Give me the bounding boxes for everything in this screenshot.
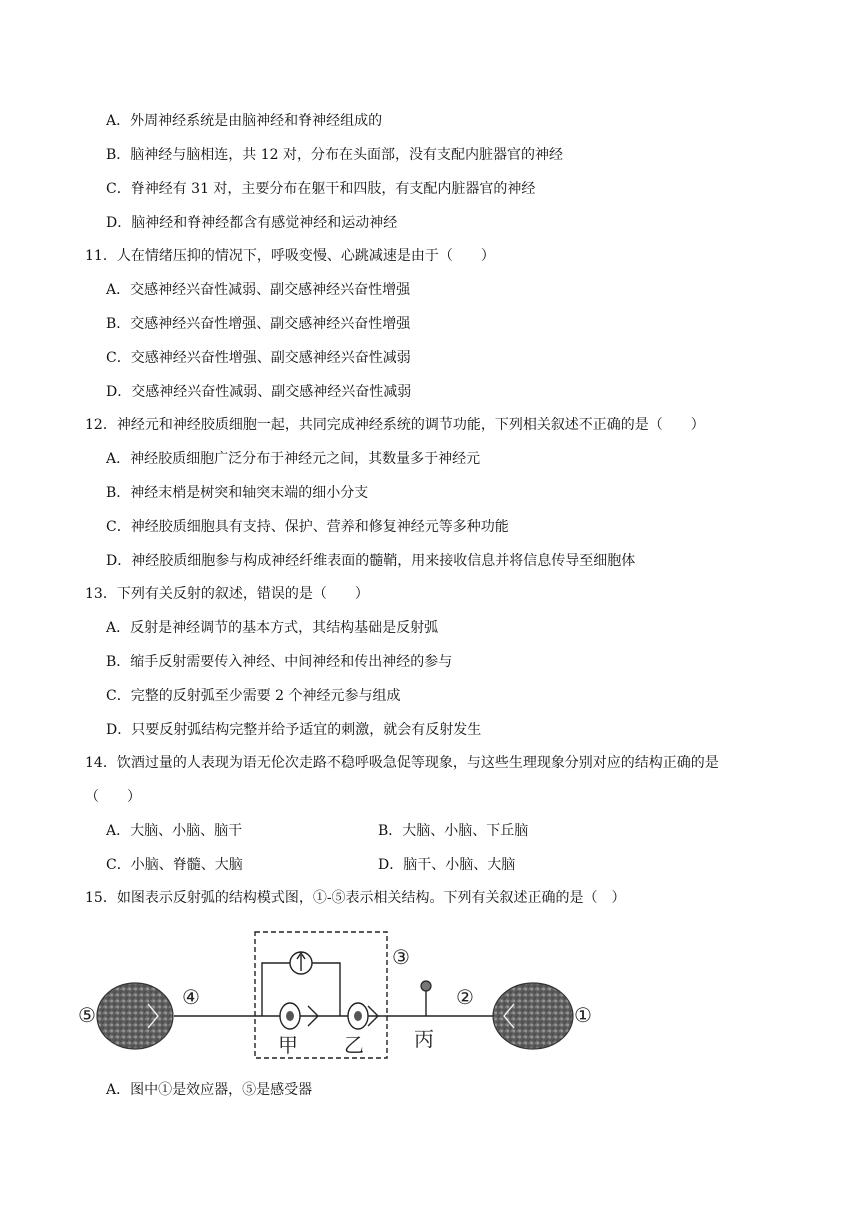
q10-option-c: C．脊神经有 31 对，主要分布在躯干和四肢，有支配内脏器官的神经 [106, 181, 536, 197]
q14-option-c: C．小脑、脊髓、大脑 [106, 857, 243, 873]
label-jia: 甲 [278, 1033, 298, 1057]
q14-option-d: D．脑干、小脑、大脑 [378, 857, 516, 873]
q11-option-c: C．交感神经兴奋性增强、副交感神经兴奋性减弱 [106, 350, 411, 366]
q13-option-b: B．缩手反射需要传入神经、中间神经和传出神经的参与 [106, 654, 453, 670]
q12-option-c: C．神经胶质细胞具有支持、保护、营养和修复神经元等多种功能 [106, 519, 509, 535]
q14-option-a: A．大脑、小脑、脑干 [106, 823, 243, 839]
left-oval-structure [97, 983, 173, 1049]
q13-option-d: D．只要反射弧结构完整并给予适宜的刺激，就会有反射发生 [106, 722, 482, 738]
q15-stem: 15．如图表示反射弧的结构模式图，①-⑤表示相关结构。下列有关叙述正确的是（ ） [85, 890, 626, 906]
right-oval-structure [493, 983, 573, 1049]
cell-nucleus-jia [286, 1011, 294, 1021]
q11-option-d: D．交感神经兴奋性减弱、副交感神经兴奋性减弱 [106, 384, 412, 400]
label-bing: 丙 [414, 1027, 434, 1051]
central-dashed-box [255, 932, 387, 1058]
reflex-arc-diagram [78, 920, 592, 1068]
cell-nucleus-yi [354, 1011, 362, 1021]
q14-stem-line1: 14．饮酒过量的人表现为语无伦次走路不稳呼吸急促等现象，与这些生理现象分别对应的结构正确的是 [85, 755, 719, 771]
label-2: ② [456, 985, 474, 1009]
q14-option-b: B．大脑、小脑、下丘脑 [378, 823, 529, 839]
q11-option-a: A．交感神经兴奋性减弱、副交感神经兴奋性增强 [106, 282, 411, 298]
label-5: ⑤ [78, 1003, 96, 1027]
q14-stem-line2: （ ） [85, 789, 141, 805]
q12-option-a: A．神经胶质细胞广泛分布于神经元之间，其数量多于神经元 [106, 451, 481, 467]
q15-option-a: A．图中①是效应器，⑤是感受器 [106, 1082, 313, 1098]
q13-option-a: A．反射是神经调节的基本方式，其结构基础是反射弧 [106, 620, 439, 636]
label-1: ① [574, 1003, 592, 1027]
q12-option-b: B．神经末梢是树突和轴突末端的细小分支 [106, 485, 369, 501]
q10-option-a: A．外周神经系统是由脑神经和脊神经组成的 [106, 113, 383, 129]
label-4: ④ [182, 985, 200, 1009]
q12-stem: 12．神经元和神经胶质细胞一起，共同完成神经系统的调节功能，下列相关叙述不正确的是（ ） [85, 417, 705, 433]
q11-option-b: B．交感神经兴奋性增强、副交感神经兴奋性增强 [106, 316, 411, 332]
q12-option-d: D．神经胶质细胞参与构成神经纤维表面的髓鞘，用来接收信息并将信息传导至细胞体 [106, 553, 636, 569]
q10-option-b: B．脑神经与脑相连，共 12 对，分布在头面部，没有支配内脏器官的神经 [106, 147, 564, 163]
q10-option-d: D．脑神经和脊神经都含有感觉神经和运动神经 [106, 215, 398, 231]
q11-stem: 11．人在情绪压抑的情况下，呼吸变慢、心跳减速是由于（ ） [85, 248, 495, 264]
label-3: ③ [392, 945, 410, 969]
q13-option-c: C．完整的反射弧至少需要 2 个神经元参与组成 [106, 688, 401, 704]
q13-stem: 13．下列有关反射的叙述，错误的是（ ） [85, 586, 369, 602]
cell-body-bing [421, 981, 431, 991]
label-yi: 乙 [344, 1033, 364, 1057]
